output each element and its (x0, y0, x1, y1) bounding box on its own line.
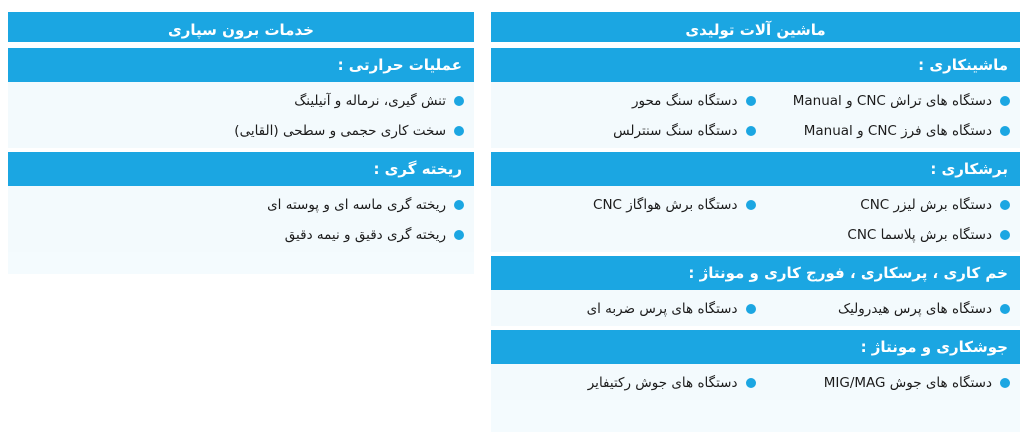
item-label: دستگاه برش هواگاز CNC (593, 197, 738, 213)
production-machinery-panel (491, 12, 1020, 432)
item-label: تنش گیری، نرماله و آنیلینگ (294, 93, 446, 109)
bullet-icon (1000, 230, 1010, 240)
panel-title (8, 12, 474, 48)
bullet-icon (454, 96, 464, 106)
list-item (756, 118, 1011, 144)
item-label: دستگاه های پرس هیدرولیک (838, 301, 992, 317)
list-item (18, 118, 464, 144)
bullet-icon (746, 200, 756, 210)
section-title-forming: خم کاری ، پرسکاری ، فورج کاری و مونتاژ : (491, 256, 1020, 290)
list-item (756, 296, 1011, 322)
section-machining (491, 82, 1020, 148)
item-label: دستگاه سنگ سنترلس (613, 123, 738, 139)
section-forming (491, 290, 1020, 326)
bullet-icon (454, 200, 464, 210)
list-item (756, 88, 1011, 114)
item-label: دستگاه سنگ محور (631, 93, 738, 109)
section-title-machining: ماشینکاری : (491, 48, 1020, 82)
item-label: ریخته گری ماسه ای و پوسته ای (267, 197, 446, 213)
item-label: دستگاه برش لیزر CNC (860, 197, 992, 213)
list-item (18, 192, 464, 218)
bullet-icon (454, 230, 464, 240)
list-item (18, 88, 464, 114)
bullet-icon (746, 126, 756, 136)
list-item (756, 192, 1011, 218)
item-label: دستگاه های تراش CNC و Manual (792, 93, 992, 109)
list-item (501, 118, 756, 144)
production-machinery-title: ماشین آلات تولیدی (685, 21, 826, 39)
section-heat-treatment (8, 82, 474, 148)
section-cutting (491, 186, 1020, 252)
list-item (501, 192, 756, 218)
item-label: دستگاه برش پلاسما CNC (847, 227, 992, 243)
item-label: سخت کاری حجمی و سطحی (القایی) (234, 123, 446, 139)
section-title-welding: جوشکاری و مونتاژ : (491, 330, 1020, 364)
section-title-heat-treatment: عملیات حرارتی : (8, 48, 474, 82)
item-label: دستگاه های فرز CNC و Manual (803, 123, 992, 139)
bullet-icon (746, 304, 756, 314)
outsourcing-services-title: خدمات برون سپاری (168, 21, 314, 39)
list-item (501, 296, 756, 322)
panel-title (491, 12, 1020, 48)
section-welding (491, 364, 1020, 400)
item-label: دستگاه های جوش MIG/MAG (823, 375, 992, 391)
bullet-icon (1000, 126, 1010, 136)
item-label: ریخته گری دقیق و نیمه دقیق (284, 227, 446, 243)
list-item (501, 88, 756, 114)
bullet-icon (746, 96, 756, 106)
bullet-icon (1000, 378, 1010, 388)
bullet-icon (1000, 200, 1010, 210)
item-label: دستگاه های جوش رکتیفایر (587, 375, 738, 391)
section-title-cutting: برشکاری : (491, 152, 1020, 186)
bullet-icon (1000, 96, 1010, 106)
list-item (756, 222, 1011, 248)
bullet-icon (1000, 304, 1010, 314)
outsourcing-services-panel (8, 12, 474, 274)
section-casting (8, 186, 474, 252)
list-item (501, 370, 756, 396)
section-title-casting: ریخته گری : (8, 152, 474, 186)
bullet-icon (454, 126, 464, 136)
list-item (18, 222, 464, 248)
list-item (756, 370, 1011, 396)
bullet-icon (746, 378, 756, 388)
item-label: دستگاه های پرس ضربه ای (586, 301, 738, 317)
